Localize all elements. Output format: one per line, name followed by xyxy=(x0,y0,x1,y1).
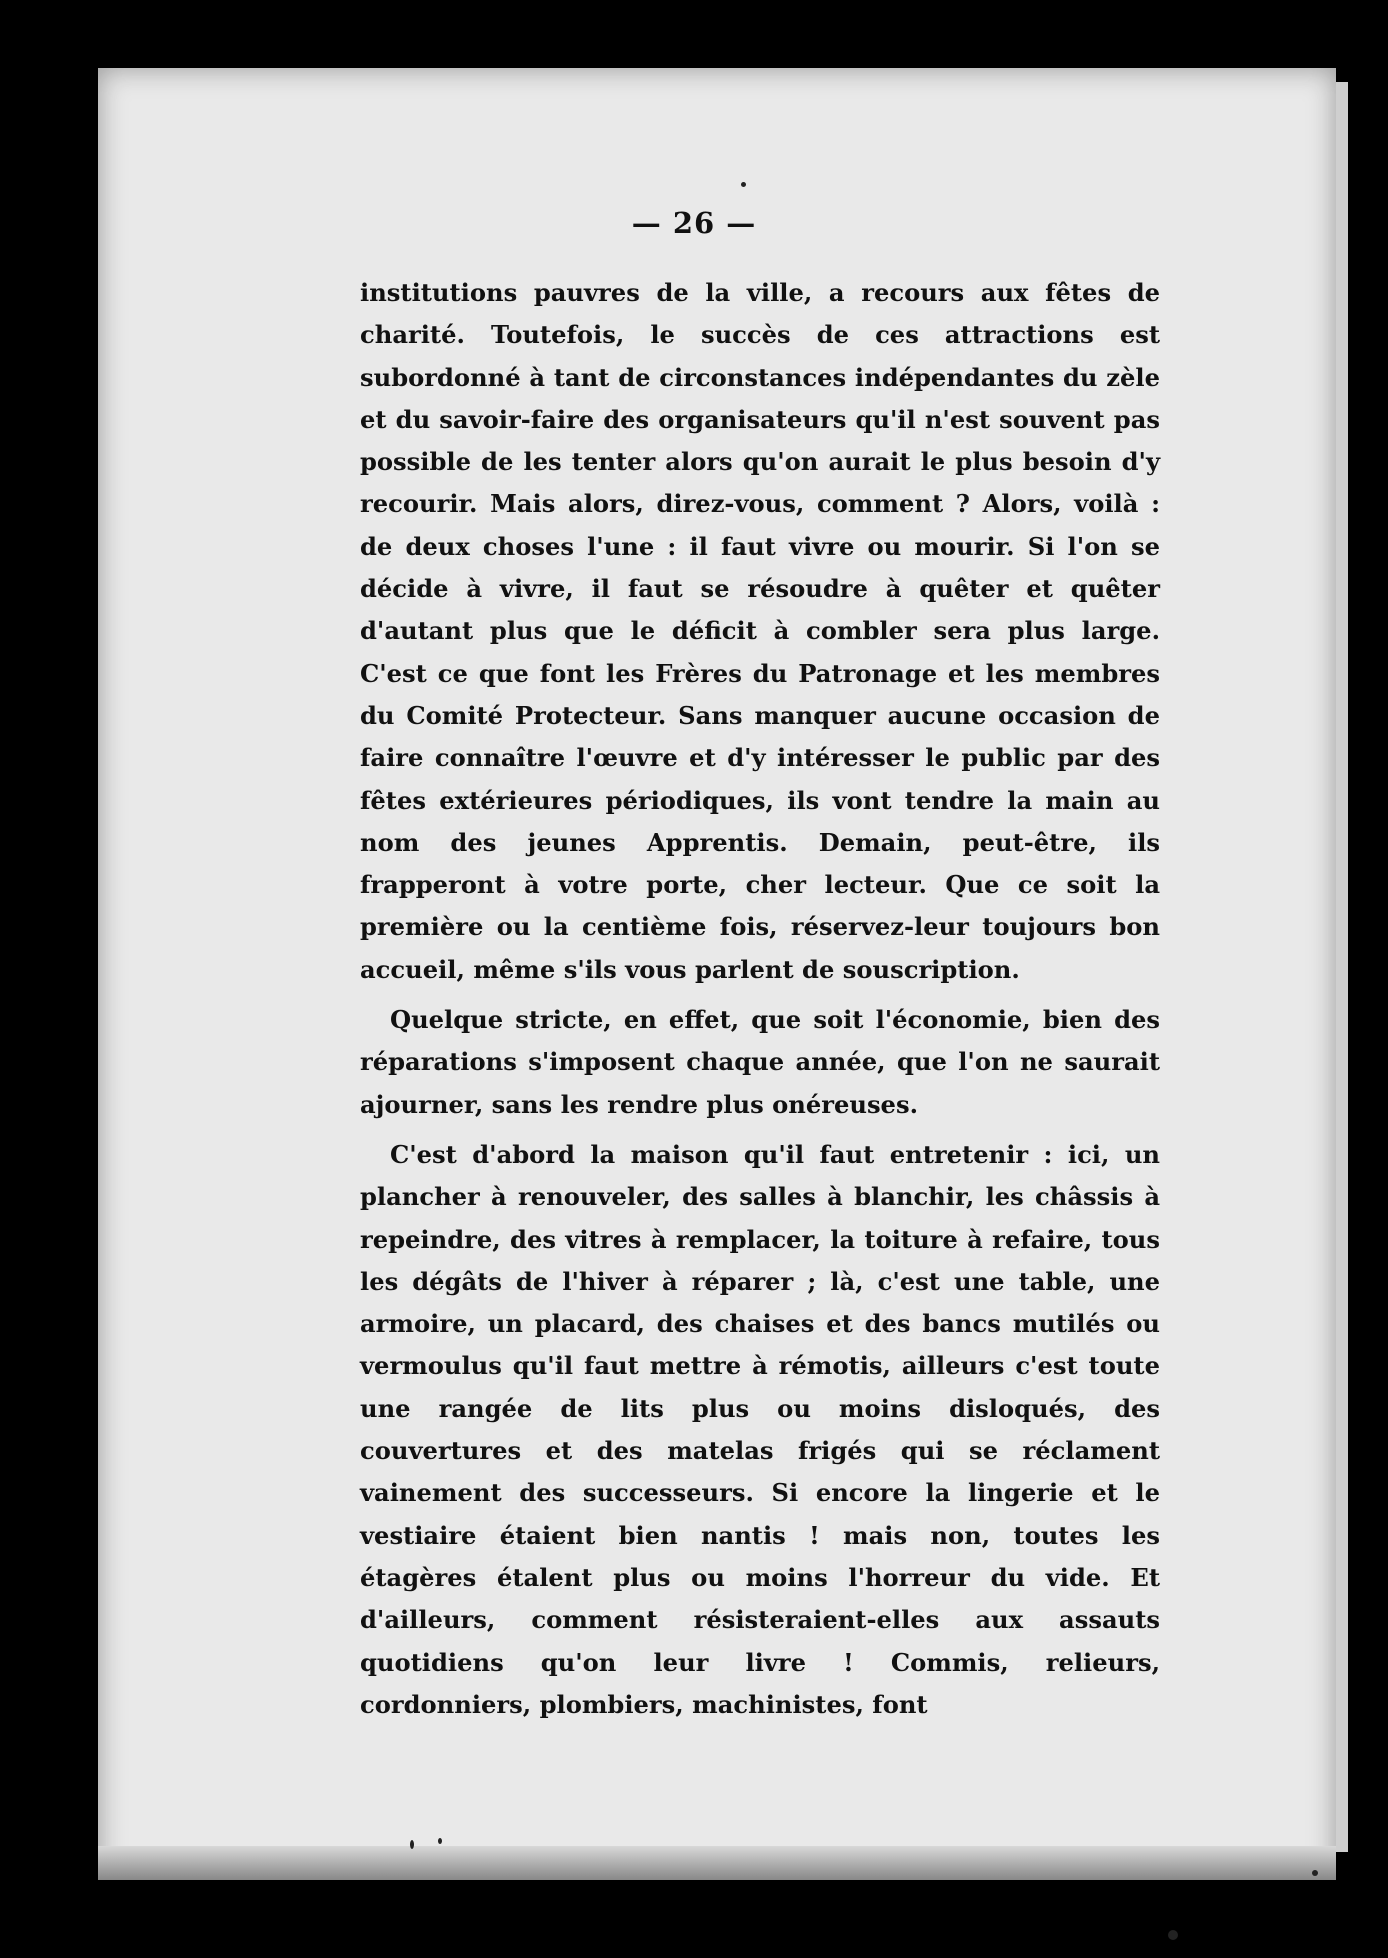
paragraph-1: institutions pauvres de la ville, a recours aux fêtes de charité. Toutefois, le succès de ces attractions est subordonné à tant de circonstances indépendantes du zèle et du savoir-faire des organisateurs qu'il n'est souvent pas possible de les tenter alors qu'on aurait le plus besoin d'y recourir. Mais alors, direz-vous, comment ? Alors, voilà : de deux choses l'une : il faut vivre ou mourir. Si l'on se décide à vivre, il faut se résoudre à quêter et quêter d'autant plus que le déficit à combler sera plus large. C'est ce que font les Frères du Patronage et les membres du Comité Protecteur. Sans manquer aucune occasion de faire connaître l'œuvre et d'y intéresser le public par des fêtes extérieures périodiques, ils vont tendre la main au nom des jeunes Apprentis. Demain, peut-être, ils frapperont à votre porte, cher lecteur. Que ce soit la première ou la centième fois, réservez-leur toujours bon accueil, même s'ils vous parlent de souscription. xyxy=(360,278,1160,984)
scan-speck xyxy=(410,1840,414,1849)
page-number: — 26 — xyxy=(631,206,757,240)
page-edge xyxy=(1336,82,1348,1852)
scan-speck xyxy=(1312,1870,1318,1876)
scan-speck xyxy=(1168,1930,1178,1940)
scan-speck xyxy=(741,182,746,187)
paragraph-3: C'est d'abord la maison qu'il faut entretenir : ici, un plancher à renouveler, des salles à blanchir, les châssis à repeindre, des vitres à remplacer, la toiture à refaire, tous les dégâts de l'hiver à réparer ; là, c'est une table, une armoire, un placard, des chaises et des bancs mutilés ou vermoulus qu'il faut mettre à rémotis, ailleurs c'est toute une rangée de lits plus ou moins disloqués, des couvertures et des matelas frigés qui se réclament vainement des successeurs. Si encore la lingerie et le vestiaire étaient bien nantis ! mais non, toutes les étagères étalent plus ou moins l'horreur du vide. Et d'ailleurs, comment résisteraient-elles aux assauts quotidiens qu'on leur livre ! Commis, relieurs, cordonniers, plombiers, machinistes, font xyxy=(360,1139,1160,1719)
page-bottom-shadow xyxy=(98,1846,1336,1880)
paragraph-2: Quelque stricte, en effet, que soit l'économie, bien des réparations s'imposent chaque année, que l'on ne saurait ajourner, sans les rendre plus onéreuses. xyxy=(360,1005,1160,1119)
scan-speck xyxy=(438,1838,442,1844)
body-text xyxy=(360,272,1160,1726)
